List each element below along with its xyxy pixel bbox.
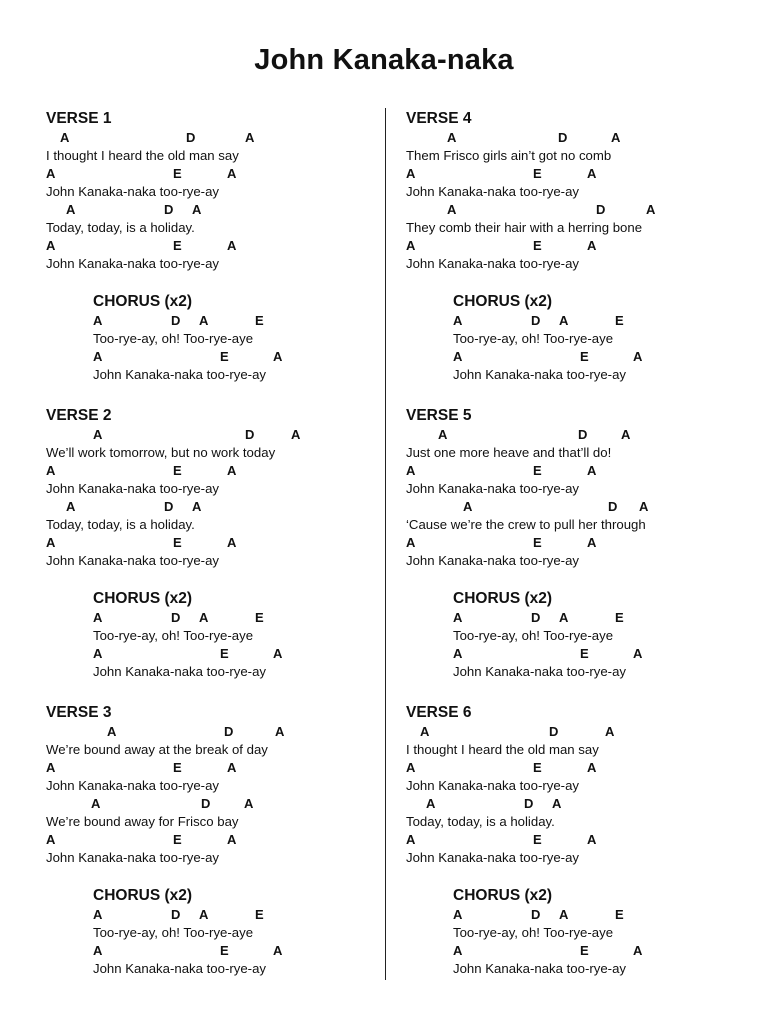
- chord-line: [453, 609, 746, 627]
- chord-line: [406, 534, 746, 552]
- chord-line: [406, 165, 746, 183]
- chord: A: [192, 202, 202, 217]
- chord: D: [164, 202, 174, 217]
- chord: A: [93, 313, 103, 328]
- chord-line: [93, 942, 376, 960]
- chord: D: [224, 724, 234, 739]
- chord-line: [93, 906, 376, 924]
- chord-line: [46, 498, 376, 516]
- lyric-line: John Kanaka-naka too-rye-ay: [46, 256, 220, 271]
- chord: A: [93, 610, 103, 625]
- chord: E: [220, 943, 229, 958]
- lyric-line: John Kanaka-naka too-rye-ay: [46, 184, 220, 199]
- chorus-heading: CHORUS (x2): [93, 590, 193, 607]
- chord-line: [46, 831, 376, 849]
- verse-section: [406, 703, 746, 886]
- verse-heading: VERSE 4: [406, 110, 472, 127]
- lyric-line: John Kanaka-naka too-rye-ay: [406, 553, 580, 568]
- chord: D: [549, 724, 559, 739]
- lyric-line: John Kanaka-naka too-rye-ay: [93, 664, 267, 679]
- lyric-line: We’re bound away at the break of day: [46, 742, 268, 757]
- chord: A: [633, 349, 643, 364]
- chord-line: [46, 129, 376, 147]
- lyric-line: John Kanaka-naka too-rye-ay: [406, 778, 580, 793]
- lyric-line: We’ll work tomorrow, but no work today: [46, 445, 276, 460]
- chord: A: [227, 832, 237, 847]
- chord: E: [533, 760, 542, 775]
- chord: E: [173, 238, 182, 253]
- chord: A: [447, 130, 457, 145]
- chord-line: [406, 426, 746, 444]
- chorus-heading: CHORUS (x2): [93, 887, 193, 904]
- lyric-line: John Kanaka-naka too-rye-ay: [46, 481, 220, 496]
- lyric-line: Too-rye-ay, oh! Too-rye-aye: [453, 925, 614, 940]
- chord: E: [220, 349, 229, 364]
- chord: E: [255, 313, 264, 328]
- chorus-heading: CHORUS (x2): [453, 590, 553, 607]
- chord-line: [406, 129, 746, 147]
- chord: A: [587, 463, 597, 478]
- chord: A: [587, 238, 597, 253]
- chord: A: [93, 907, 103, 922]
- chord: A: [66, 499, 76, 514]
- lyric-line: Too-rye-ay, oh! Too-rye-aye: [453, 628, 614, 643]
- chord-line: [453, 312, 746, 330]
- verse-section: [406, 109, 746, 292]
- chord-line: [453, 645, 746, 663]
- chord-line: [406, 237, 746, 255]
- chord: A: [406, 760, 416, 775]
- chord: D: [186, 130, 196, 145]
- chorus-section: [453, 292, 746, 406]
- chord: E: [533, 832, 542, 847]
- chord-line: [46, 723, 376, 741]
- right-column: [406, 109, 746, 1000]
- lyric-line: ‘Cause we’re the crew to pull her through: [406, 517, 646, 532]
- lyric-line: They comb their hair with a herring bone: [406, 220, 643, 235]
- chord: A: [453, 907, 463, 922]
- chord: D: [171, 313, 181, 328]
- chord: E: [173, 463, 182, 478]
- lyric-line: John Kanaka-naka too-rye-ay: [46, 553, 220, 568]
- chord: A: [453, 646, 463, 661]
- chord-line: [406, 831, 746, 849]
- chord: A: [93, 646, 103, 661]
- lyric-line: John Kanaka-naka too-rye-ay: [406, 481, 580, 496]
- chord: D: [201, 796, 211, 811]
- chord: D: [531, 907, 541, 922]
- chord: A: [227, 535, 237, 550]
- chord: A: [633, 646, 643, 661]
- chord-line: [46, 795, 376, 813]
- lyric-line: John Kanaka-naka too-rye-ay: [406, 184, 580, 199]
- lyric-line: I thought I heard the old man say: [46, 148, 239, 163]
- chord: A: [46, 238, 56, 253]
- verse-heading: VERSE 3: [46, 704, 112, 721]
- chord: A: [605, 724, 615, 739]
- chord: A: [46, 463, 56, 478]
- chord: A: [587, 832, 597, 847]
- chord-line: [46, 759, 376, 777]
- chord: E: [173, 166, 182, 181]
- chord: A: [646, 202, 656, 217]
- lyric-line: Today, today, is a holiday.: [406, 814, 555, 829]
- chord: A: [559, 313, 569, 328]
- chord-line: [46, 462, 376, 480]
- chord: E: [173, 832, 182, 847]
- chord: A: [406, 238, 416, 253]
- chord: D: [608, 499, 618, 514]
- chord: A: [587, 535, 597, 550]
- lyric-line: John Kanaka-naka too-rye-ay: [453, 367, 627, 382]
- lyric-line: John Kanaka-naka too-rye-ay: [93, 961, 267, 976]
- chord: E: [615, 610, 624, 625]
- chord-line: [46, 165, 376, 183]
- chord: A: [406, 463, 416, 478]
- chord-line: [46, 426, 376, 444]
- lyric-line: John Kanaka-naka too-rye-ay: [93, 367, 267, 382]
- chord: A: [559, 610, 569, 625]
- chord: E: [173, 535, 182, 550]
- lyric-line: We’re bound away for Frisco bay: [46, 814, 239, 829]
- chord: A: [199, 907, 209, 922]
- chord: A: [273, 349, 283, 364]
- lyric-line: John Kanaka-naka too-rye-ay: [453, 664, 627, 679]
- verse-section: [46, 109, 376, 292]
- chord: A: [453, 943, 463, 958]
- chord: E: [533, 166, 542, 181]
- lyric-line: Too-rye-ay, oh! Too-rye-aye: [453, 331, 614, 346]
- chord: A: [453, 349, 463, 364]
- chord-line: [406, 462, 746, 480]
- verse-section: [46, 703, 376, 886]
- chord: A: [406, 166, 416, 181]
- chord: A: [244, 796, 254, 811]
- chord: A: [93, 349, 103, 364]
- chord: A: [420, 724, 430, 739]
- chorus-section: [453, 886, 746, 1000]
- lyric-line: Too-rye-ay, oh! Too-rye-aye: [93, 331, 254, 346]
- lyric-line: Too-rye-ay, oh! Too-rye-aye: [93, 925, 254, 940]
- chord: D: [524, 796, 534, 811]
- lyric-line: Today, today, is a holiday.: [46, 517, 195, 532]
- chord: D: [171, 610, 181, 625]
- chord-line: [406, 795, 746, 813]
- chord: A: [275, 724, 285, 739]
- chord: D: [245, 427, 255, 442]
- lyric-line: Too-rye-ay, oh! Too-rye-aye: [93, 628, 254, 643]
- chorus-section: [93, 589, 376, 703]
- chord: E: [255, 907, 264, 922]
- lyric-line: I thought I heard the old man say: [406, 742, 599, 757]
- chord-line: [93, 348, 376, 366]
- chord: D: [531, 610, 541, 625]
- chord: E: [580, 349, 589, 364]
- chord: A: [426, 796, 436, 811]
- lyric-line: John Kanaka-naka too-rye-ay: [406, 850, 580, 865]
- chord: E: [220, 646, 229, 661]
- chord: E: [533, 463, 542, 478]
- chord: A: [199, 610, 209, 625]
- chord: A: [438, 427, 448, 442]
- chord-line: [93, 312, 376, 330]
- lyric-line: John Kanaka-naka too-rye-ay: [453, 961, 627, 976]
- chord: A: [93, 943, 103, 958]
- chorus-section: [93, 292, 376, 406]
- chord: A: [46, 535, 56, 550]
- chord: A: [611, 130, 621, 145]
- chorus-section: [93, 886, 376, 1000]
- chord: A: [406, 832, 416, 847]
- chord: E: [615, 313, 624, 328]
- chord-line: [406, 723, 746, 741]
- chord: E: [580, 943, 589, 958]
- column-divider: [385, 108, 386, 980]
- chord-line: [93, 609, 376, 627]
- chord: A: [552, 796, 562, 811]
- chord-line: [453, 942, 746, 960]
- song-title: John Kanaka-naka: [254, 44, 514, 76]
- chord: A: [227, 166, 237, 181]
- chord: A: [587, 760, 597, 775]
- chord: A: [587, 166, 597, 181]
- verse-heading: VERSE 5: [406, 407, 472, 424]
- chord-line: [46, 534, 376, 552]
- chord-line: [46, 201, 376, 219]
- chord: D: [531, 313, 541, 328]
- chord: A: [227, 463, 237, 478]
- chord: D: [164, 499, 174, 514]
- chord: D: [578, 427, 588, 442]
- chord: A: [463, 499, 473, 514]
- chord: A: [192, 499, 202, 514]
- chord-line: [453, 906, 746, 924]
- chord: A: [273, 646, 283, 661]
- chord: A: [227, 238, 237, 253]
- chord: A: [60, 130, 70, 145]
- verse-heading: VERSE 6: [406, 704, 472, 721]
- chord: A: [559, 907, 569, 922]
- chord: A: [291, 427, 301, 442]
- verse-section: [406, 406, 746, 589]
- lyric-line: John Kanaka-naka too-rye-ay: [46, 850, 220, 865]
- chord: A: [46, 166, 56, 181]
- verse-heading: VERSE 2: [46, 407, 112, 424]
- chord: A: [447, 202, 457, 217]
- chord: A: [453, 313, 463, 328]
- chord: D: [171, 907, 181, 922]
- chord-line: [93, 645, 376, 663]
- lyric-line: Today, today, is a holiday.: [46, 220, 195, 235]
- chord: A: [633, 943, 643, 958]
- chord: A: [93, 427, 103, 442]
- chord: E: [580, 646, 589, 661]
- chorus-heading: CHORUS (x2): [453, 887, 553, 904]
- chord: A: [245, 130, 255, 145]
- chord: E: [533, 238, 542, 253]
- chord: A: [91, 796, 101, 811]
- chord: A: [199, 313, 209, 328]
- chord: E: [255, 610, 264, 625]
- chord-line: [406, 498, 746, 516]
- chord: E: [173, 760, 182, 775]
- chord-line: [46, 237, 376, 255]
- chord: A: [46, 760, 56, 775]
- chord: A: [639, 499, 649, 514]
- verse-heading: VERSE 1: [46, 110, 112, 127]
- verse-section: [46, 406, 376, 589]
- lyric-line: John Kanaka-naka too-rye-ay: [46, 778, 220, 793]
- chord: A: [621, 427, 631, 442]
- chorus-heading: CHORUS (x2): [453, 293, 553, 310]
- lyric-line: Just one more heave and that’ll do!: [406, 445, 612, 460]
- chord: A: [66, 202, 76, 217]
- chord: D: [596, 202, 606, 217]
- chord: A: [273, 943, 283, 958]
- left-column: [46, 109, 376, 1000]
- chord: A: [46, 832, 56, 847]
- chord: D: [558, 130, 568, 145]
- chorus-section: [453, 589, 746, 703]
- chord: A: [227, 760, 237, 775]
- chord: E: [533, 535, 542, 550]
- chorus-heading: CHORUS (x2): [93, 293, 193, 310]
- chord-line: [406, 201, 746, 219]
- chord: E: [615, 907, 624, 922]
- lyric-line: Them Frisco girls ain’t got no comb: [406, 148, 612, 163]
- chord: A: [453, 610, 463, 625]
- chord: A: [107, 724, 117, 739]
- chord-line: [406, 759, 746, 777]
- chord-line: [453, 348, 746, 366]
- lyric-line: John Kanaka-naka too-rye-ay: [406, 256, 580, 271]
- chord: A: [406, 535, 416, 550]
